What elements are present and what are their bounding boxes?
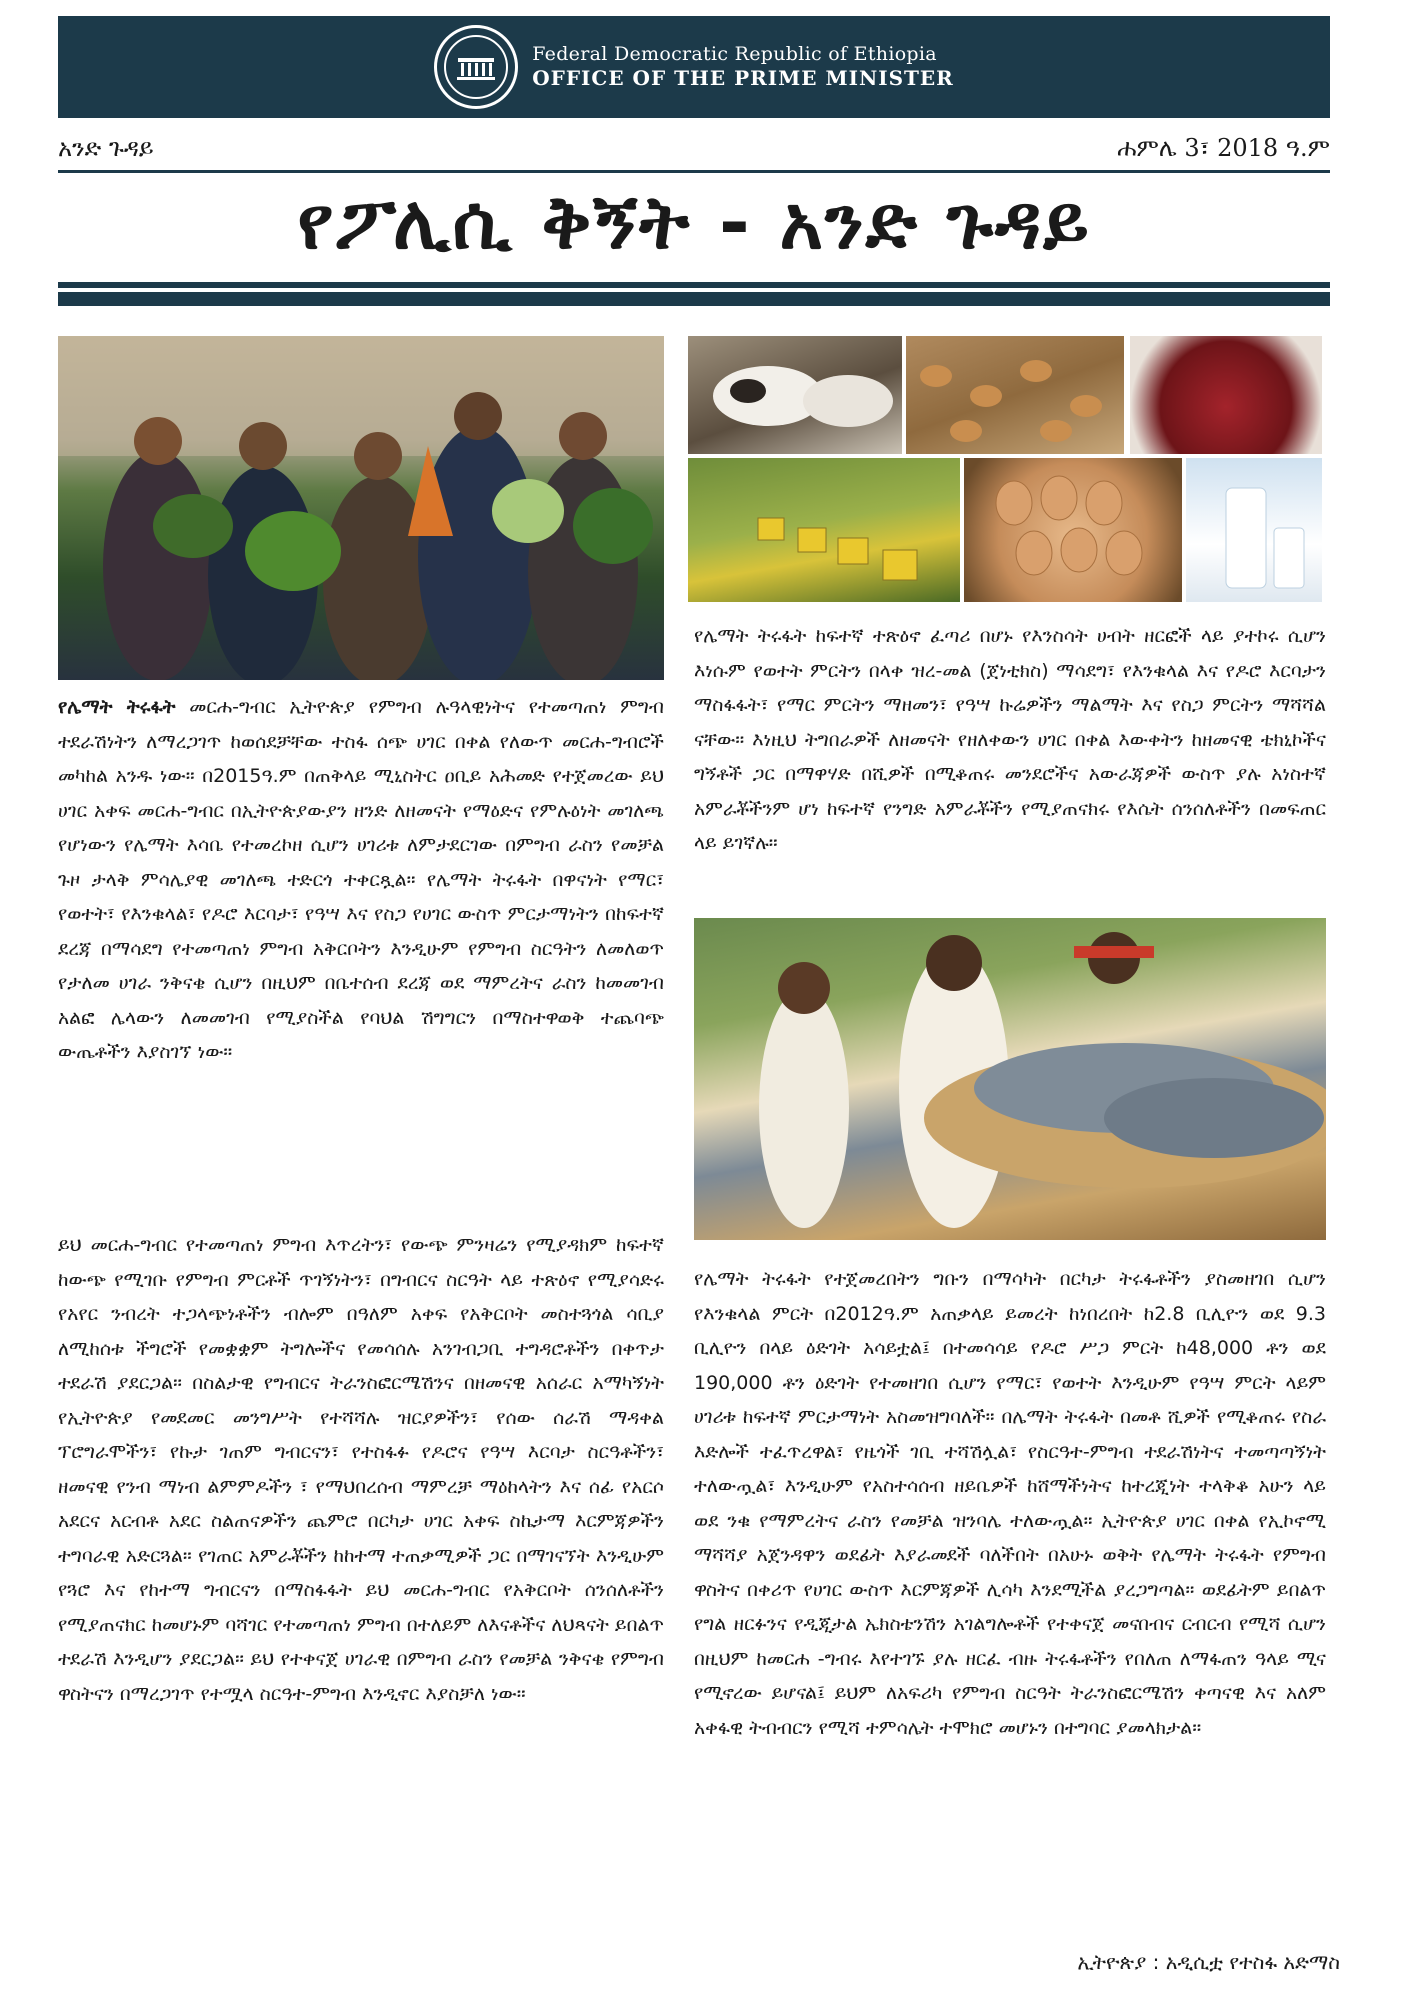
divider bbox=[58, 282, 1330, 288]
org-name: Federal Democratic Republic of Ethiopia bbox=[532, 42, 937, 65]
milk-photo bbox=[1186, 458, 1322, 602]
page-title: የፖሊሲ ቅኝት - አንድ ጉዳይ bbox=[297, 180, 1091, 266]
farmers-photo bbox=[58, 336, 664, 680]
beehives-photo bbox=[688, 458, 960, 602]
divider bbox=[58, 292, 1330, 306]
lead-term: የሌማት ትሩፋት bbox=[58, 696, 176, 718]
left-paragraph-2: ይህ መርሐ-ግብር የተመጣጠነ ምግብ እጥረትን፣ የውጭ ምንዛሬን የሚያዳክም ከፍተኛ ከውጭ የሚገቡ የምግብ ምርቶች ጥገኝነትን፣ በግብርና ስርዓት ላይ ተጽዕኖ የሚያሳድሩ የአየር ንብረት ተጋላጭነቶችን ብሎም በዓለም አቀፍ የአቅርቦት መስተጓጎል ሳቢያ ለሚከሰቱ ችግሮች የመቋቋም ትግሎችና የመሳሰሉ አንገብጋቢ ተግዳሮቶችን በቀጥታ ተደራሽ ያደርጋል። በስልታዊ የግብርና ትራንስፎርሜሽንና በዘመናዊ አሰራር አማካኝነት የኢትዮጵያ የመደመር መንግሥት የተሻሻሉ ዝርያዎችን፣ የሰው ሰራሽ ማዳቀል ፕሮግራሞችን፣ የኩታ ገጠም ግብርናን፣ የተስፋፉ የዶሮና የዓሣ እርባታ ስርዓቶችን፣ ዘመናዊ የንብ ማነብ ልምምዶችን ፣ የማህበረሰብ ማምረቻ ማዕከላትን እና ሰፊ የአርሶ አደርና አርብቶ አደር ስልጠናዎችን ጨምሮ በርካታ ሀገር አቀፍ ስኬታማ እርምጃዎችን ተግባራዊ አድርጓል። የገጠር አምራቾችን ከከተማ ተጠቃሚዎች ጋር በማገናኘት እንዲሁም የጓሮ እና የከተማ ግብርናን በማስፋፋት ይህ መርሐ-ግብር የአቅርቦት ሰንሰለቶችን የሚያጠናክር ከመሆኑም ባሻገር የተመጣጠነ ምግብ በተለይም ለእናቶችና ለህጻናት ይበልጥ ተደራሽ እንዲሆን ያደርጋል። ይህ የተቀናጀ ሀገራዊ በምግብ ራስን የመቻል ንቅናቄ የምግብ ዋስትናን በማረጋገጥ የተሟላ ስርዓተ-ምግብ እንዲኖር እያስቻለ ነው። bbox=[58, 1234, 664, 1705]
left-paragraph-1-body: መርሐ-ግብር ኢትዮጵያ የምግብ ሉዓላዊነትና የተመጣጠነ ምግብ ተደራሽነትን ለማረጋገጥ ከወሰደቻቸው ተስፋ ሰጭ ሀገር በቀል የለውጥ መርሐ-ግብሮች መካከል አንዱ ነው። በ2015ዓ.ም በጠቅላይ ሚኒስትር ዐቢይ አሕመድ የተጀመረው ይህ ሀገር አቀፍ መርሐ-ግብር በኢትዮጵያውያን ዘንድ ለዘመናት የማዕድና የምሉዕነት መገለጫ የሆነውን የሌማት እሳቤ የተመረኮዘ ሲሆን ሀገሪቱ ለምታደርገው በምግብ ራስን የመቻል ጉዞ ታላቅ ምሳሌያዊ መገለጫ ተድርጎ ተቀርጿል። የሌማት ትሩፋት በዋናነት የማር፣ የወተት፣ የእንቁላል፣ የዶሮ እርባታ፣ የዓሣ እና የስጋ የሀገር ውስጥ ምርታማነትን በከፍተኛ ደረጃ በማሳደግ የተመጣጠነ ምግብ አቅርቦትን እንዲሁም የምግብ ስርዓትን ለመለወጥ የታለመ ሀገራ ንቅናቄ ሲሆን በዚህም በቤተሰብ ደረጃ ወደ ማምረትና ራስን ከመመገብ አልፎ ሌላውን ለመመገብ የሚያስችል የባህል ሽግግርን በማስተዋወቅ ተጨባጭ ውጤቶችን እያስገኘ ነው። bbox=[58, 696, 664, 1063]
banner-text bbox=[532, 43, 954, 92]
fish-photo bbox=[694, 918, 1326, 1240]
office-emblem-icon bbox=[434, 25, 518, 109]
cows-photo bbox=[688, 336, 902, 454]
eggs-photo bbox=[964, 458, 1182, 602]
issue-date: ሐምሌ 3፣ 2018 ዓ.ም bbox=[1117, 134, 1330, 162]
section-label: አንድ ጉዳይ bbox=[58, 134, 154, 162]
header-banner bbox=[58, 16, 1330, 118]
chickens-photo bbox=[906, 336, 1124, 454]
left-paragraph-1 bbox=[58, 690, 664, 1070]
divider bbox=[58, 170, 1330, 173]
meat-photo bbox=[1130, 336, 1322, 454]
right-paragraph-2: የሌማት ትሩፋት የተጀመረበትን ግቡን በማሳካት በርካታ ትሩፋቶችን ያስመዘገበ ሲሆን የእንቁላል ምርት በ2012ዓ.ም አጠቃላይ ይመረት ከነበረበት ከ2.8 ቢሊዮን ወደ 9.3 ቢሊዮን በላይ ዕድገት አሳይቷል፤ በተመሳሳይ የዶሮ ሥጋ ምርት ከ48,000 ቶን ወደ 190,000 ቶን ዕድገት የተመዘገበ ሲሆን የማር፣ የወተት እንዲሁም የዓሣ ምርት ላይም ሀገሪቱ ከፍተኛ ምርታማነት አስመዝግባለች። በሌማት ትሩፋት በመቶ ሺዎች የሚቆጠሩ የስራ እድሎች ተፈጥረዋል፣ የዜጎች ገቢ ተሻሽሏል፣ የስርዓተ-ምግብ ተደራሽነትና ተመጣጣኝነት ተለውጧል፣ እንዲሁም የአስተሳሰብ ዘይቤዎች ከሸማችነትና ከተረጂነት ተላቅቆ አሁን ላይ ወደ ንቁ የማምረትና ራስን የመቻል ዝንባሌ ተለውጧል። ኢትዮጵያ ሀገር በቀል የኢኮኖሚ ማሻሻያ አጀንዳዋን ወደፊት እያራመደች ባለችበት በአሁኑ ወቅት የሌማት ትሩፋት የምግብ ዋስትና በቀሪጥ የሀገር ውስጥ እርምጃዎች ሊሳካ እንደሚችል ያረጋግጣል። ወደፊትም ይበልጥ የግል ዘርፉንና የዲጂታል ኤክስቴንሽን አገልግሎቶች የተቀናጀ መናበብና ርብርብ የሚሻ ሲሆን በዚህም ከመርሐ -ግብሩ እየተገኙ ያሉ ዘርፈ ብዙ ትሩፋቶችን የበለጠ ለማፋጠን ዓላይ ሚና የሚኖረው ይሆናል፤ ይህም ለአፍሪካ የምግብ ስርዓት ትራንስፎርሜሽን ቀጣናዊ እና አለም አቀፋዊ ትብብርን የሚሻ ተምሳሌት ተሞክሮ መሆኑን በተግባር ያመላክታል። bbox=[694, 1268, 1326, 1739]
footer-credit: ኢትዮጵያ : አዲሲቷ የተስፋ አድማስ bbox=[1077, 1950, 1340, 1974]
right-paragraph-1: የሌማት ትሩፋት ከፍተኛ ተጽዕኖ ፈጣሪ በሆኑ የእንስሳት ሀብት ዘርፎች ላይ ያተኮሩ ሲሆን እነሱም የወተት ምርትን በላቀ ዝረ-መል (ጀነቲክስ) ማሳደግ፣ የእንቁላል እና የዶሮ እርባታን ማስፋፋት፣ የማር ምርትን ማዘመን፣ የዓሣ ኩሬዎችን ማልማት እና የስጋ ምርትን ማሻሻል ናቸው። እነዚህ ትግበራዎች ለዘመናት የዘለቀውን ሀገር በቀል እውቀትን ከዘመናዊ ቴክኒኮችና ግኝቶች ጋር በማዋሃድ በሺዎች በሚቆጠሩ መንደሮችና አውራጃዎች ውስጥ ያሉ አነስተኛ አምራቾችንም ሆነ ከፍተኛ የንግድ አምራቾችን የሚያጠናክሩ የእሴት ሰንሰለቶችን በመፍጠር ላይ ይገኛሉ። bbox=[694, 625, 1326, 854]
office-name: OFFICE OF THE PRIME MINISTER bbox=[532, 66, 954, 91]
